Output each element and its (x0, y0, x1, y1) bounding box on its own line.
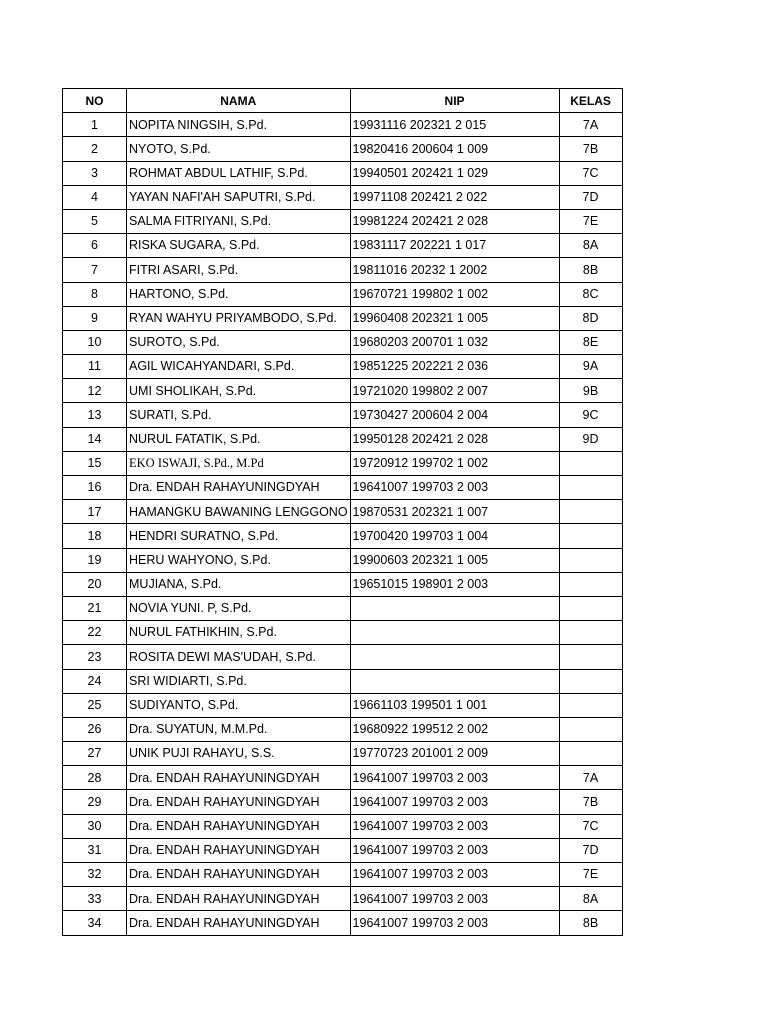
cell-no: 31 (63, 838, 127, 862)
cell-kelas: 8B (559, 911, 622, 935)
cell-kelas: 7E (559, 863, 622, 887)
cell-no: 27 (63, 742, 127, 766)
cell-no: 24 (63, 669, 127, 693)
cell-kelas (559, 524, 622, 548)
cell-nama: NURUL FATATIK, S.Pd. (127, 427, 351, 451)
table-row (63, 209, 623, 233)
cell-nip: 19981224 202421 2 028 (350, 209, 559, 233)
cell-kelas: 7B (559, 790, 622, 814)
cell-nip: 19931116 202321 2 015 (350, 113, 559, 137)
cell-no: 26 (63, 717, 127, 741)
cell-no: 11 (63, 355, 127, 379)
cell-nama: NOVIA YUNI. P, S.Pd. (127, 596, 351, 620)
table-row (63, 742, 623, 766)
table-body (63, 113, 623, 935)
table-row (63, 379, 623, 403)
cell-nama: Dra. SUYATUN, M.M.Pd. (127, 717, 351, 741)
cell-kelas: 7E (559, 209, 622, 233)
cell-nip: 19641007 199703 2 003 (350, 887, 559, 911)
cell-nama: NYOTO, S.Pd. (127, 137, 351, 161)
cell-no: 30 (63, 814, 127, 838)
table-row (63, 693, 623, 717)
cell-kelas: 7A (559, 766, 622, 790)
table-row (63, 621, 623, 645)
table-row (63, 838, 623, 862)
cell-nip: 19641007 199703 2 003 (350, 766, 559, 790)
cell-no: 29 (63, 790, 127, 814)
cell-nip: 19851225 202221 2 036 (350, 355, 559, 379)
cell-nama: FITRI ASARI, S.Pd. (127, 258, 351, 282)
cell-nip: 19940501 202421 1 029 (350, 161, 559, 185)
cell-kelas: 9D (559, 427, 622, 451)
table-row (63, 185, 623, 209)
table-row (63, 863, 623, 887)
cell-nama: SUDIYANTO, S.Pd. (127, 693, 351, 717)
cell-kelas: 8C (559, 282, 622, 306)
cell-no: 34 (63, 911, 127, 935)
cell-kelas: 7D (559, 185, 622, 209)
cell-nama: Dra. ENDAH RAHAYUNINGDYAH (127, 476, 351, 500)
header-nip: NIP (350, 89, 559, 113)
cell-no: 20 (63, 572, 127, 596)
cell-no: 18 (63, 524, 127, 548)
cell-nip: 19641007 199703 2 003 (350, 476, 559, 500)
cell-kelas: 7C (559, 161, 622, 185)
table-row (63, 572, 623, 596)
cell-kelas (559, 548, 622, 572)
cell-nip (350, 621, 559, 645)
cell-nip: 19680922 199512 2 002 (350, 717, 559, 741)
cell-nama: ROSITA DEWI MAS'UDAH, S.Pd. (127, 645, 351, 669)
cell-kelas: 7A (559, 113, 622, 137)
cell-no: 19 (63, 548, 127, 572)
table-row (63, 814, 623, 838)
cell-no: 10 (63, 330, 127, 354)
header-row (63, 89, 623, 113)
cell-kelas (559, 500, 622, 524)
cell-no: 4 (63, 185, 127, 209)
cell-nama: HARTONO, S.Pd. (127, 282, 351, 306)
cell-kelas: 8D (559, 306, 622, 330)
table-row (63, 306, 623, 330)
cell-kelas (559, 621, 622, 645)
cell-kelas (559, 451, 622, 475)
cell-nip: 19811016 20232 1 2002 (350, 258, 559, 282)
cell-nip: 19641007 199703 2 003 (350, 838, 559, 862)
cell-no: 13 (63, 403, 127, 427)
cell-nama: HERU WAHYONO, S.Pd. (127, 548, 351, 572)
cell-nama: HENDRI SURATNO, S.Pd. (127, 524, 351, 548)
cell-nama: EKO ISWAJI, S.Pd., M.Pd (127, 451, 351, 475)
table-row (63, 355, 623, 379)
cell-no: 7 (63, 258, 127, 282)
cell-no: 25 (63, 693, 127, 717)
cell-nama: MUJIANA, S.Pd. (127, 572, 351, 596)
cell-nama: SURATI, S.Pd. (127, 403, 351, 427)
cell-nip (350, 596, 559, 620)
cell-nip: 19730427 200604 2 004 (350, 403, 559, 427)
cell-no: 5 (63, 209, 127, 233)
cell-kelas: 8A (559, 234, 622, 258)
cell-nama: SUROTO, S.Pd. (127, 330, 351, 354)
cell-nama: YAYAN NAFI'AH SAPUTRI, S.Pd. (127, 185, 351, 209)
cell-no: 22 (63, 621, 127, 645)
cell-kelas: 8B (559, 258, 622, 282)
cell-nama: AGIL WICAHYANDARI, S.Pd. (127, 355, 351, 379)
table-row (63, 887, 623, 911)
cell-nama: Dra. ENDAH RAHAYUNINGDYAH (127, 863, 351, 887)
cell-nama: Dra. ENDAH RAHAYUNINGDYAH (127, 814, 351, 838)
cell-nip: 19971108 202421 2 022 (350, 185, 559, 209)
cell-no: 33 (63, 887, 127, 911)
cell-kelas (559, 742, 622, 766)
cell-nama: UMI SHOLIKAH, S.Pd. (127, 379, 351, 403)
cell-nama: RISKA SUGARA, S.Pd. (127, 234, 351, 258)
table-row (63, 113, 623, 137)
table-row (63, 137, 623, 161)
table-row (63, 403, 623, 427)
cell-nip: 19700420 199703 1 004 (350, 524, 559, 548)
cell-nip (350, 669, 559, 693)
cell-nip (350, 645, 559, 669)
cell-nama: ROHMAT ABDUL LATHIF, S.Pd. (127, 161, 351, 185)
cell-no: 1 (63, 113, 127, 137)
table-row (63, 500, 623, 524)
cell-kelas (559, 596, 622, 620)
table-row (63, 476, 623, 500)
cell-kelas: 9C (559, 403, 622, 427)
cell-nama: Dra. ENDAH RAHAYUNINGDYAH (127, 911, 351, 935)
table-row (63, 717, 623, 741)
cell-no: 16 (63, 476, 127, 500)
table-row (63, 548, 623, 572)
table-row (63, 258, 623, 282)
cell-no: 28 (63, 766, 127, 790)
cell-kelas: 7B (559, 137, 622, 161)
cell-no: 14 (63, 427, 127, 451)
cell-nama: RYAN WAHYU PRIYAMBODO, S.Pd. (127, 306, 351, 330)
cell-kelas (559, 645, 622, 669)
cell-nama: Dra. ENDAH RAHAYUNINGDYAH (127, 887, 351, 911)
cell-kelas (559, 669, 622, 693)
cell-nip: 19831117 202221 1 017 (350, 234, 559, 258)
table-row (63, 790, 623, 814)
cell-no: 32 (63, 863, 127, 887)
cell-no: 15 (63, 451, 127, 475)
cell-kelas: 7D (559, 838, 622, 862)
table-row (63, 330, 623, 354)
cell-no: 12 (63, 379, 127, 403)
cell-no: 3 (63, 161, 127, 185)
cell-nama: Dra. ENDAH RAHAYUNINGDYAH (127, 766, 351, 790)
cell-nama: Dra. ENDAH RAHAYUNINGDYAH (127, 790, 351, 814)
table-row (63, 596, 623, 620)
cell-nip: 19770723 201001 2 009 (350, 742, 559, 766)
cell-no: 8 (63, 282, 127, 306)
cell-nama: HAMANGKU BAWANING LENGGONO (127, 500, 351, 524)
header-no: NO (63, 89, 127, 113)
table-row (63, 427, 623, 451)
table-row (63, 451, 623, 475)
cell-kelas: 7C (559, 814, 622, 838)
cell-nip: 19641007 199703 2 003 (350, 911, 559, 935)
table-row (63, 282, 623, 306)
cell-nama: SALMA FITRIYANI, S.Pd. (127, 209, 351, 233)
header-kelas: KELAS (559, 89, 622, 113)
cell-kelas: 8E (559, 330, 622, 354)
cell-nama: UNIK PUJI RAHAYU, S.S. (127, 742, 351, 766)
cell-nip: 19641007 199703 2 003 (350, 863, 559, 887)
teacher-roster-table (62, 88, 623, 936)
cell-kelas: 8A (559, 887, 622, 911)
table-row (63, 645, 623, 669)
cell-nama: NOPITA NINGSIH, S.Pd. (127, 113, 351, 137)
cell-kelas: 9B (559, 379, 622, 403)
table-row (63, 911, 623, 935)
cell-nip: 19870531 202321 1 007 (350, 500, 559, 524)
cell-no: 21 (63, 596, 127, 620)
cell-nip: 19960408 202321 1 005 (350, 306, 559, 330)
table-row (63, 234, 623, 258)
cell-no: 17 (63, 500, 127, 524)
cell-nip: 19641007 199703 2 003 (350, 790, 559, 814)
cell-nip: 19720912 199702 1 002 (350, 451, 559, 475)
cell-kelas (559, 572, 622, 596)
cell-nip: 19661103 199501 1 001 (350, 693, 559, 717)
table-row (63, 161, 623, 185)
cell-nip: 19721020 199802 2 007 (350, 379, 559, 403)
cell-kelas (559, 476, 622, 500)
cell-nip: 19670721 199802 1 002 (350, 282, 559, 306)
cell-no: 23 (63, 645, 127, 669)
table-row (63, 766, 623, 790)
table-row (63, 524, 623, 548)
header-nama: NAMA (127, 89, 351, 113)
cell-no: 6 (63, 234, 127, 258)
cell-nip: 19950128 202421 2 028 (350, 427, 559, 451)
cell-kelas (559, 717, 622, 741)
cell-nip: 19900603 202321 1 005 (350, 548, 559, 572)
cell-nip: 19820416 200604 1 009 (350, 137, 559, 161)
cell-no: 9 (63, 306, 127, 330)
cell-nip: 19680203 200701 1 032 (350, 330, 559, 354)
table-header (63, 89, 623, 113)
cell-kelas (559, 693, 622, 717)
cell-nip: 19641007 199703 2 003 (350, 814, 559, 838)
cell-no: 2 (63, 137, 127, 161)
cell-nip: 19651015 198901 2 003 (350, 572, 559, 596)
cell-nama: SRI WIDIARTI, S.Pd. (127, 669, 351, 693)
cell-kelas: 9A (559, 355, 622, 379)
cell-nama: NURUL FATHIKHIN, S.Pd. (127, 621, 351, 645)
table-row (63, 669, 623, 693)
cell-nama: Dra. ENDAH RAHAYUNINGDYAH (127, 838, 351, 862)
